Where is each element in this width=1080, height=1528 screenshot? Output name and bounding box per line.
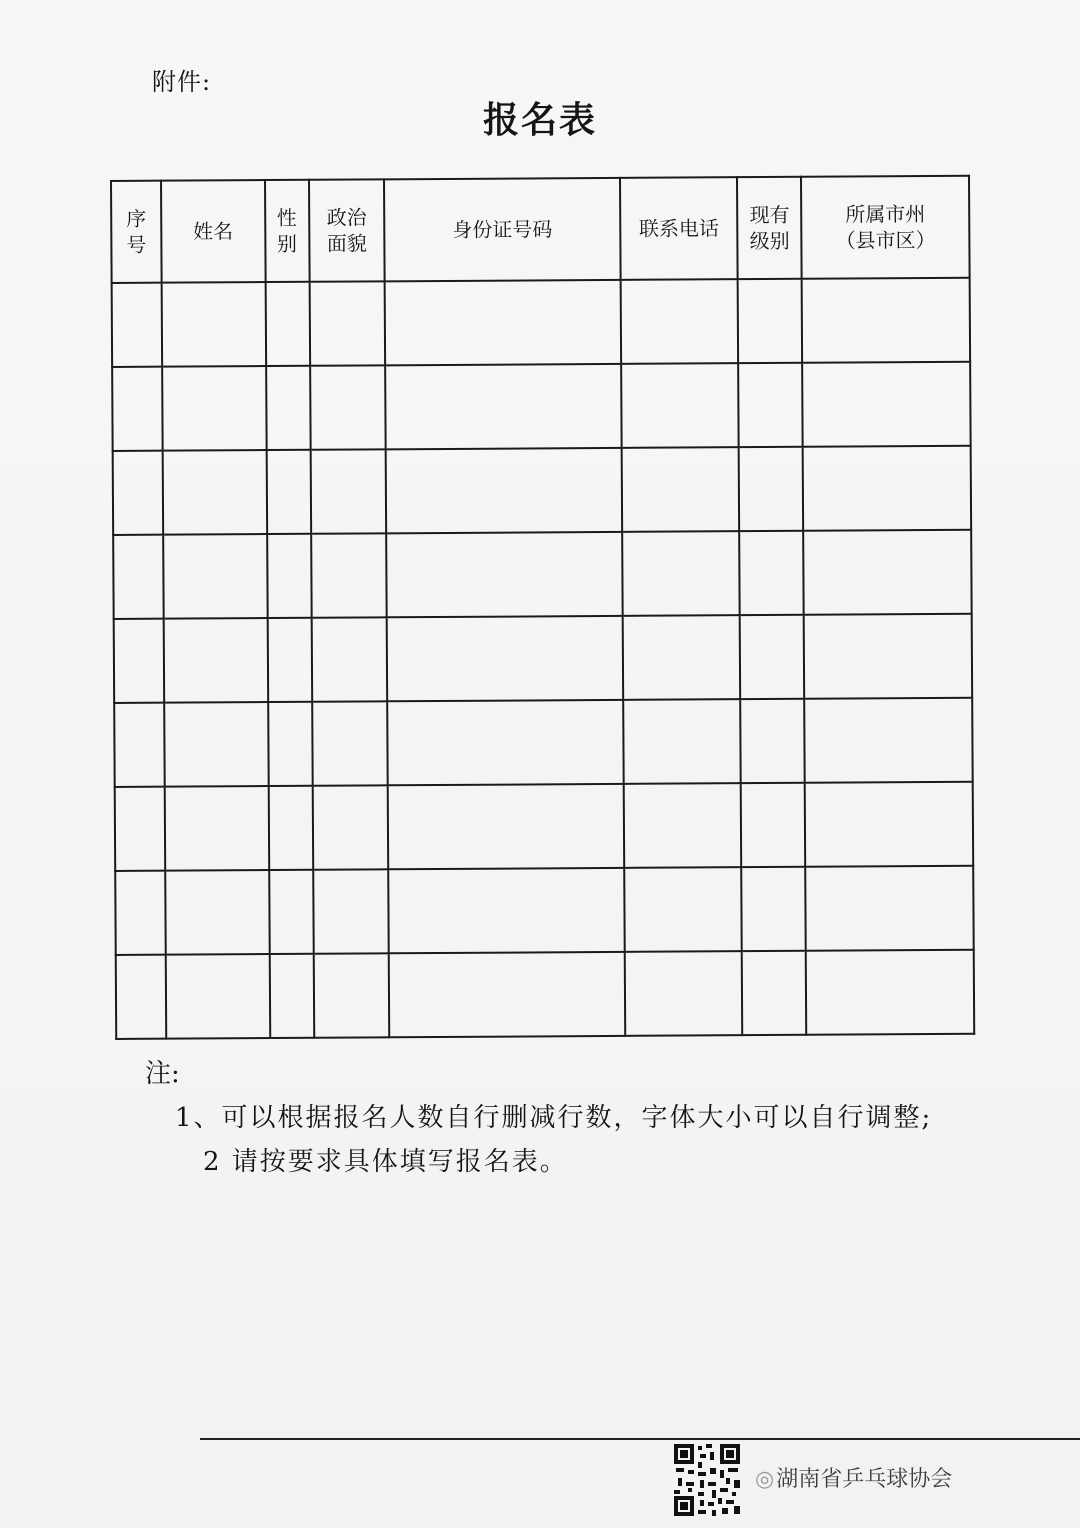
table-cell (311, 533, 387, 617)
table-cell (389, 952, 625, 1037)
table-row (113, 446, 971, 535)
header-serial-text: 序 号 (126, 206, 147, 257)
table-row (114, 614, 972, 703)
table-row (115, 866, 973, 955)
header-political-status-text: 政治 面貌 (326, 205, 367, 256)
table-cell (113, 535, 163, 619)
table-cell (268, 786, 312, 870)
table-cell (622, 615, 740, 700)
header-region (801, 176, 969, 279)
table-row (112, 362, 970, 451)
table-cell (268, 702, 312, 786)
table-cell (313, 953, 389, 1037)
table-cell (113, 451, 163, 535)
table-cell (622, 531, 740, 616)
table-cell (313, 869, 389, 953)
table-cell (269, 870, 313, 954)
table-cell (385, 280, 621, 365)
table-cell (803, 446, 971, 531)
table-cell (624, 867, 742, 952)
table-cell (386, 364, 622, 449)
table-cell (114, 619, 164, 703)
table-row (115, 782, 973, 871)
table-cell (386, 448, 622, 533)
table-cell (162, 366, 266, 451)
attachment-label: 附件: (152, 68, 212, 96)
table-cell (621, 447, 739, 532)
table-cell (387, 532, 623, 617)
table-cell (165, 870, 269, 955)
table-row (112, 278, 970, 367)
note-item-2: 2 请按要求具体填写报名表。 (203, 1147, 568, 1177)
table-cell (805, 782, 973, 867)
table-cell (115, 871, 165, 955)
table-cell (741, 699, 805, 783)
table-cell (739, 363, 803, 447)
table-cell (623, 699, 741, 784)
table-row (113, 530, 971, 619)
table-cell (311, 617, 387, 701)
table-cell (803, 530, 971, 615)
table-body (112, 278, 975, 1039)
header-gender-text: 性 别 (276, 205, 298, 256)
header-name-text: 姓名 (193, 219, 234, 244)
header-gender (265, 180, 310, 282)
table-row (116, 950, 974, 1039)
table-header-row (111, 176, 970, 283)
header-level (737, 177, 801, 279)
table-cell (389, 868, 625, 953)
table-cell (166, 954, 270, 1039)
wechat-icon: ◎ (755, 1467, 775, 1492)
table-cell (312, 785, 388, 869)
table-cell (265, 282, 309, 366)
table-cell (114, 703, 164, 787)
table-cell (741, 783, 805, 867)
note-item-1: 1、可以根据报名人数自行删减行数，字体大小可以自行调整; (175, 1103, 933, 1133)
table-cell (164, 618, 268, 703)
header-phone-text: 联系电话 (638, 216, 719, 241)
table-cell (312, 701, 388, 785)
table-cell (742, 951, 806, 1035)
table-cell (310, 365, 386, 449)
watermark-text: 湖南省乒乓球协会 (776, 1467, 953, 1492)
table-cell (165, 786, 269, 871)
table-cell (624, 951, 742, 1036)
table-cell (115, 787, 165, 871)
table-cell (388, 784, 624, 869)
table-cell (112, 283, 162, 367)
table-cell (112, 367, 162, 451)
header-serial (111, 181, 162, 283)
table-cell (267, 618, 311, 702)
table-cell (802, 278, 970, 363)
table-cell (806, 866, 974, 951)
table-cell (804, 614, 972, 699)
table-cell (738, 279, 802, 363)
table-cell (623, 783, 741, 868)
table-cell (266, 450, 310, 534)
table-cell (739, 447, 803, 531)
table-cell (804, 698, 972, 783)
table-cell (162, 282, 266, 367)
header-phone (620, 177, 738, 280)
table-cell (387, 616, 623, 701)
notes-section (145, 1052, 965, 1184)
header-level-text: 现有 级别 (749, 202, 790, 254)
table-cell (309, 281, 385, 365)
header-id-number-text: 身份证号码 (452, 217, 553, 242)
table-cell (163, 534, 267, 619)
table-cell (269, 954, 313, 1038)
table-cell (267, 534, 311, 618)
table-cell (164, 702, 268, 787)
table-cell (621, 363, 739, 448)
qr-code-icon (672, 1442, 742, 1518)
header-name (161, 180, 265, 283)
table-cell (266, 366, 310, 450)
header-region-text: 所属市州 （县市区） (835, 202, 936, 253)
table-cell (742, 867, 806, 951)
table-cell (802, 362, 970, 447)
table-cell (740, 531, 804, 615)
table-cell (388, 700, 624, 785)
table-cell (163, 450, 267, 535)
watermark (755, 1462, 952, 1493)
table-cell (806, 950, 974, 1035)
table-cell (740, 615, 804, 699)
header-political-status (309, 179, 385, 281)
registration-table (110, 175, 975, 1040)
header-id-number (384, 178, 620, 281)
table-row (114, 698, 972, 787)
table-cell (620, 279, 738, 364)
footer-divider (200, 1438, 1080, 1440)
notes-heading: 注: (145, 1059, 180, 1089)
table-cell (116, 955, 166, 1039)
page-title: 报名表 (482, 99, 597, 141)
table-cell (310, 449, 386, 533)
